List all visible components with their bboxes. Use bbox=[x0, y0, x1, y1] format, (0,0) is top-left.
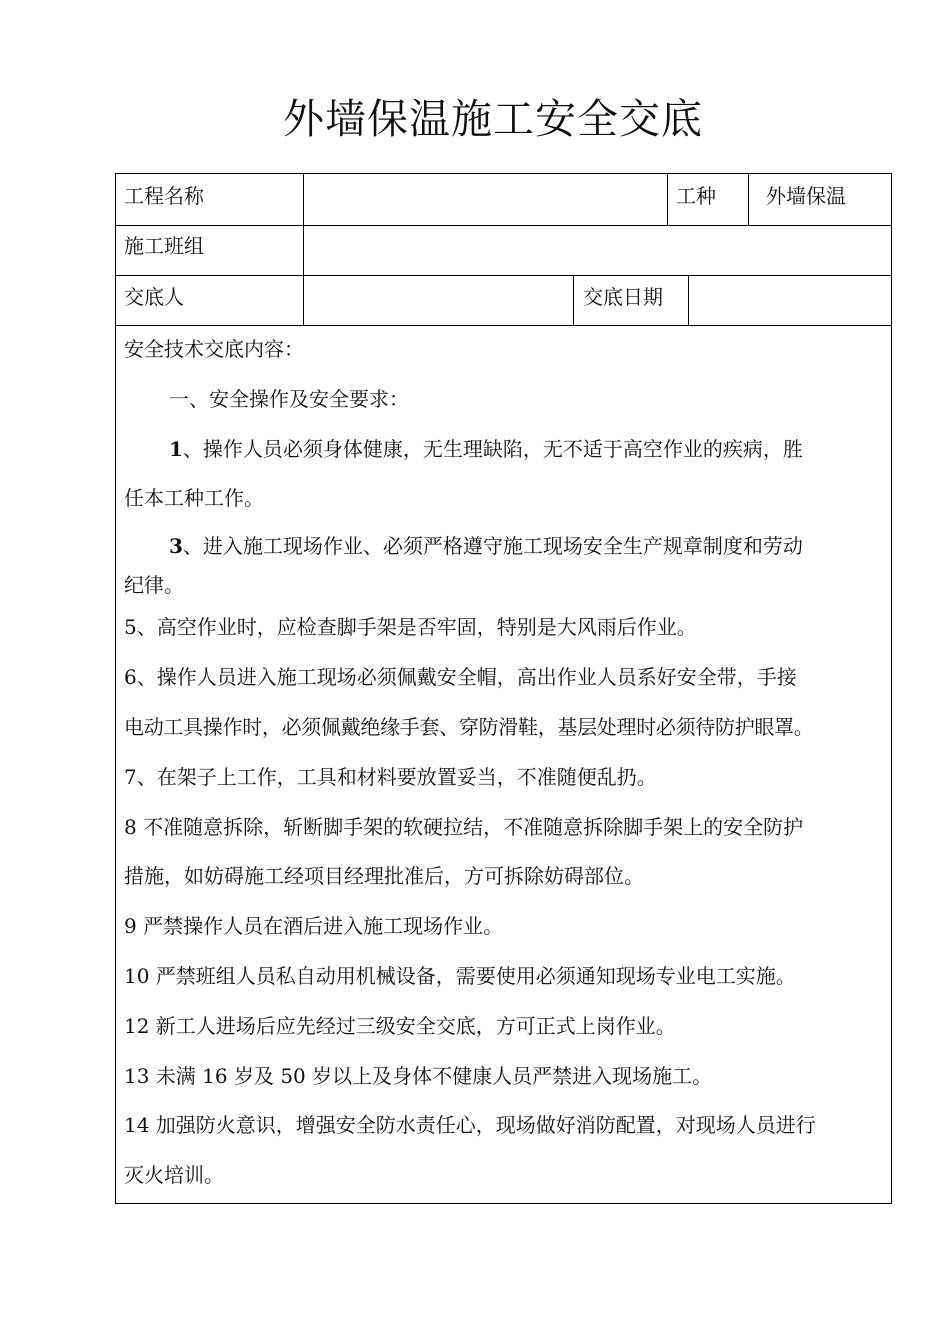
item-14-line-1: 14 加强防火意识，增强安全防水责任心，现场做好消防配置，对现场人员进行 bbox=[124, 1113, 816, 1137]
item-7: 7、在架子上工作，工具和材料要放置妥当，不准随便乱扔。 bbox=[124, 765, 657, 789]
item-3-number: 3 bbox=[169, 534, 183, 558]
item-1-text: 、操作人员必须身体健康，无生理缺陷，无不适于高空作业的疾病，胜 bbox=[182, 437, 803, 461]
column-divider bbox=[748, 174, 749, 225]
date-field[interactable] bbox=[698, 285, 883, 315]
column-divider bbox=[303, 174, 304, 325]
item-3-continued: 纪律。 bbox=[124, 573, 184, 597]
item-13: 13 未满 16 岁及 50 岁以上及身体不健康人员严禁进入现场施工。 bbox=[124, 1064, 713, 1088]
trade-label: 工种 bbox=[676, 184, 716, 208]
column-divider bbox=[573, 275, 574, 325]
project-name-label: 工程名称 bbox=[124, 184, 204, 208]
item-5: 5、高空作业时，应检查脚手架是否牢固，特别是大风雨后作业。 bbox=[124, 615, 697, 639]
item-12: 12 新工人进场后应先经过三级安全交底，方可正式上岗作业。 bbox=[124, 1014, 676, 1038]
item-9: 9 严禁操作人员在酒后进入施工现场作业。 bbox=[124, 914, 504, 938]
project-name-field[interactable] bbox=[312, 184, 660, 214]
section-heading: 一、安全操作及安全要求： bbox=[169, 387, 409, 411]
content-heading: 安全技术交底内容： bbox=[124, 337, 304, 361]
column-divider bbox=[667, 174, 668, 225]
item-1-number: 1 bbox=[169, 437, 183, 461]
presenter-label: 交底人 bbox=[124, 285, 184, 309]
item-8-line-1: 8 不准随意拆除，斩断脚手架的软硬拉结，不准随意拆除脚手架上的安全防护 bbox=[124, 815, 804, 839]
item-8-line-2: 措施，如妨碍施工经项目经理批准后，方可拆除妨碍部位。 bbox=[124, 864, 644, 888]
item-6-line-2: 电动工具操作时，必须佩戴绝缘手套、穿防滑鞋，基层处理时必须待防护眼罩。 bbox=[124, 715, 814, 739]
item-3-text: 、进入施工现场作业、必须严格遵守施工现场安全生产规章制度和劳动 bbox=[182, 534, 803, 558]
item-10: 10 严禁班组人员私自动用机械设备，需要使用必须通知现场专业电工实施。 bbox=[124, 964, 796, 988]
item-1 bbox=[124, 426, 886, 473]
row-divider bbox=[116, 275, 891, 276]
date-label: 交底日期 bbox=[583, 285, 663, 309]
item-1-continued: 任本工种工作。 bbox=[124, 486, 264, 510]
team-label: 施工班组 bbox=[124, 234, 204, 258]
column-divider bbox=[688, 275, 689, 325]
presenter-field[interactable] bbox=[312, 285, 567, 315]
trade-value[interactable]: 外墙保温 bbox=[766, 184, 846, 208]
document-title: 外墙保温施工安全交底 bbox=[283, 95, 703, 143]
item-6-line-1: 6、操作人员进入施工现场必须佩戴安全帽，高出作业人员系好安全带，手接 bbox=[124, 665, 797, 689]
disclosure-form-table bbox=[115, 173, 892, 1204]
team-field[interactable] bbox=[312, 234, 882, 264]
row-divider bbox=[116, 225, 891, 226]
item-14-line-2: 灭火培训。 bbox=[124, 1163, 224, 1187]
